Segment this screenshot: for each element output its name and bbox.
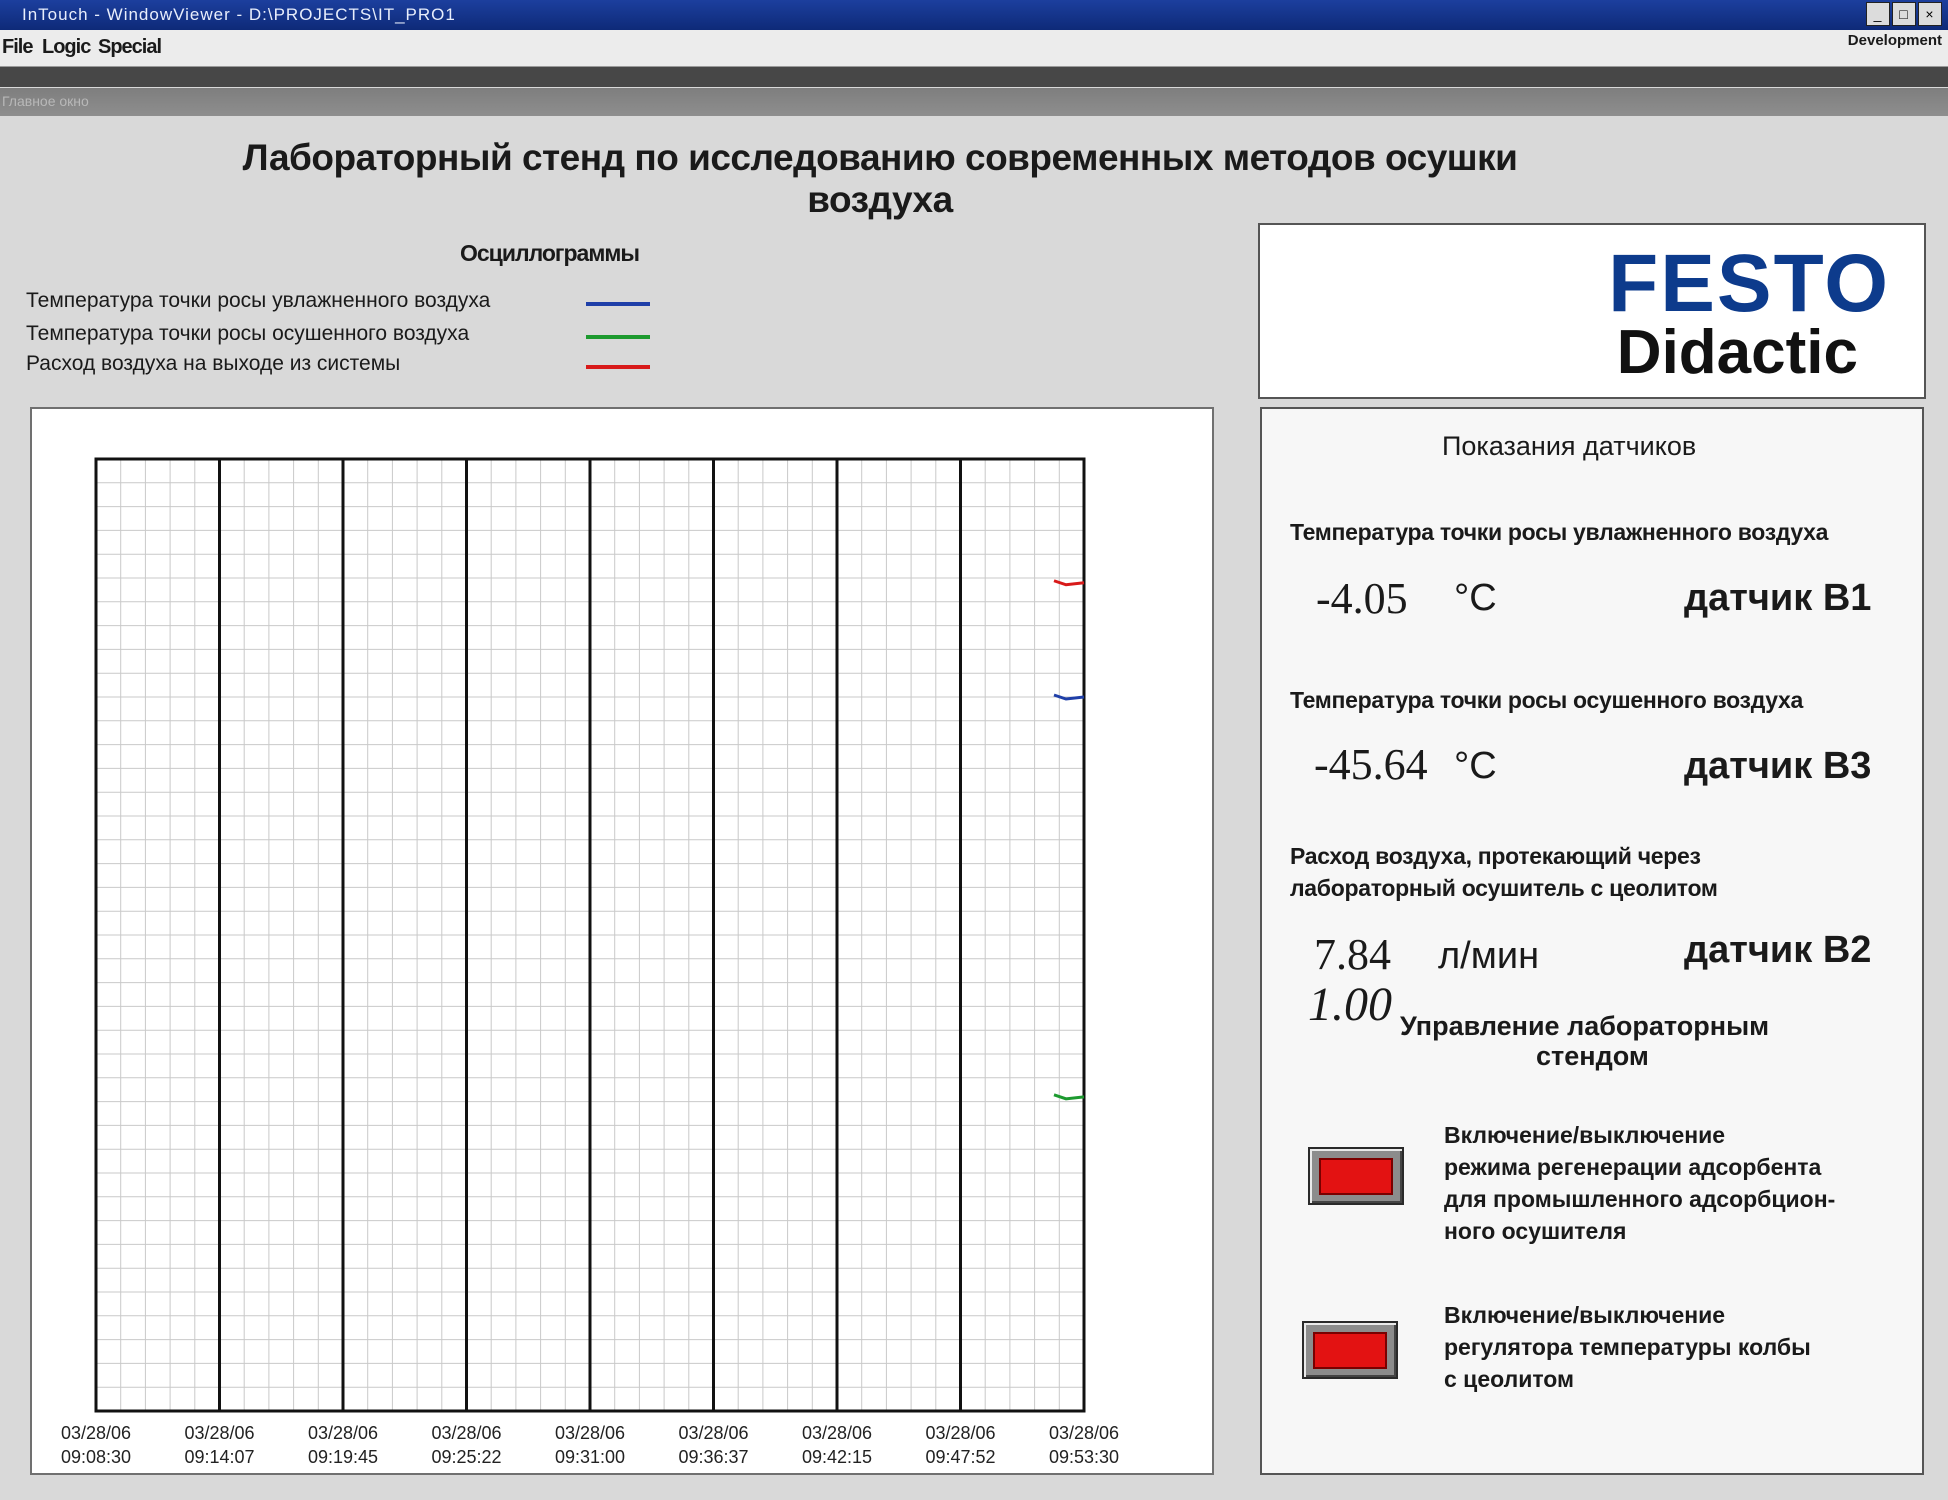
menu-special[interactable]: Special xyxy=(98,36,162,58)
window-title: InTouch - WindowViewer - D:\PROJECTS\IT_PRO1 xyxy=(22,5,456,24)
trend-chart[interactable] xyxy=(30,407,1214,1475)
regeneration-label-line: режима регенерации адсорбента xyxy=(1444,1154,1822,1180)
x-tick-date: 03/28/06 xyxy=(307,1423,379,1443)
heater-toggle-button[interactable] xyxy=(1302,1321,1398,1379)
sensor-dry-unit: °C xyxy=(1454,745,1497,787)
x-tick-date: 03/28/06 xyxy=(431,1423,502,1443)
x-tick-date: 03/28/06 xyxy=(60,1423,132,1443)
logo-didactic: Didactic xyxy=(1616,318,1858,387)
sensor-b1-id: датчик B1 xyxy=(1684,577,1872,619)
sensor-b2-id: датчик B2 xyxy=(1684,929,1872,971)
x-tick-date: 03/28/06 xyxy=(678,1423,749,1443)
x-tick-date: 03/28/06 xyxy=(801,1423,873,1443)
x-tick-time: 09:31:00 xyxy=(554,1447,626,1467)
maximize-button[interactable]: □ xyxy=(1892,2,1916,26)
minimize-button[interactable]: _ xyxy=(1866,2,1890,26)
sensor-humid-label: Температура точки росы увлажненного воздуха xyxy=(1290,519,1829,545)
sensor-humid-value: -4.05 xyxy=(1316,574,1408,623)
x-tick-time: 09:08:30 xyxy=(60,1447,132,1467)
sensor-panel xyxy=(1260,407,1924,1475)
x-tick-time: 09:42:15 xyxy=(801,1447,873,1467)
menu-file[interactable]: File xyxy=(2,36,33,58)
child-window-caption xyxy=(0,88,1948,116)
legend-swatch xyxy=(586,302,650,306)
x-tick-time: 09:19:45 xyxy=(307,1447,379,1467)
legend-label: Расход воздуха на выходе из системы xyxy=(26,352,401,375)
regeneration-label-line: ного осушителя xyxy=(1444,1218,1627,1244)
logo-festo: FESTO xyxy=(1608,238,1890,329)
flow-setpoint-overlay: 1.00 xyxy=(1308,978,1392,1031)
sensor-b3-id: датчик B3 xyxy=(1684,745,1872,787)
heater-label-line: Включение/выключение xyxy=(1444,1302,1726,1328)
sensor-flow-label-1: Расход воздуха, протекающий через xyxy=(1290,843,1701,869)
regeneration-label-line: Включение/выключение xyxy=(1444,1122,1726,1148)
oscillograms-title: Осциллограммы xyxy=(460,240,640,266)
x-tick-time: 09:14:07 xyxy=(184,1447,255,1467)
close-button[interactable]: × xyxy=(1918,2,1942,26)
sensor-flow-unit: л/мин xyxy=(1438,935,1540,977)
toolbar-band xyxy=(0,67,1948,87)
trend-chart-svg xyxy=(32,409,1212,1473)
window-titlebar xyxy=(0,0,1948,30)
x-tick-time: 09:25:22 xyxy=(431,1447,502,1467)
page-title: Лабораторный стенд по исследованию современных методов осушки воздуха xyxy=(242,137,1518,220)
x-tick-date: 03/28/06 xyxy=(184,1423,255,1443)
control-title-1: Управление лабораторным xyxy=(1400,1011,1770,1041)
child-window-title: Главное окно xyxy=(2,93,89,109)
legend-label: Температура точки росы увлажненного воздуха xyxy=(26,289,491,312)
heater-label xyxy=(1444,1299,1811,1395)
heater-label-line: регулятора температуры колбы xyxy=(1444,1334,1811,1360)
regeneration-indicator-light xyxy=(1319,1158,1393,1195)
heater-label-line: с цеолитом xyxy=(1444,1366,1575,1392)
x-tick-time: 09:36:37 xyxy=(678,1447,749,1467)
x-tick-time: 09:53:30 xyxy=(1048,1447,1120,1467)
sensor-dry-value: -45.64 xyxy=(1314,740,1428,789)
legend-swatch xyxy=(586,335,650,339)
sensor-flow-value: 7.84 xyxy=(1314,930,1391,979)
legend-label: Температура точки росы осушенного воздуха xyxy=(26,322,470,345)
mode-indicator[interactable]: Development xyxy=(1847,32,1942,49)
sensor-flow-label-2: лабораторный осушитель с цеолитом xyxy=(1290,875,1718,901)
menu-bar xyxy=(0,30,1948,67)
x-tick-date: 03/28/06 xyxy=(925,1423,996,1443)
sensor-dry-label: Температура точки росы осушенного воздуха xyxy=(1290,687,1804,713)
heater-indicator-light xyxy=(1313,1332,1387,1369)
regeneration-label-line: для промышленного адсорбцион- xyxy=(1444,1186,1836,1212)
x-tick-date: 03/28/06 xyxy=(1048,1423,1120,1443)
menu-logic[interactable]: Logic xyxy=(42,36,91,58)
sensor-humid-unit: °C xyxy=(1454,577,1497,619)
regeneration-label xyxy=(1444,1119,1835,1247)
control-title-2: стендом xyxy=(1536,1041,1649,1071)
x-tick-time: 09:47:52 xyxy=(925,1447,996,1467)
x-tick-date: 03/28/06 xyxy=(554,1423,626,1443)
legend-swatch xyxy=(586,365,650,369)
festo-logo xyxy=(1258,223,1926,399)
regeneration-toggle-button[interactable] xyxy=(1308,1147,1404,1205)
sensors-title: Показания датчиков xyxy=(1442,431,1697,461)
